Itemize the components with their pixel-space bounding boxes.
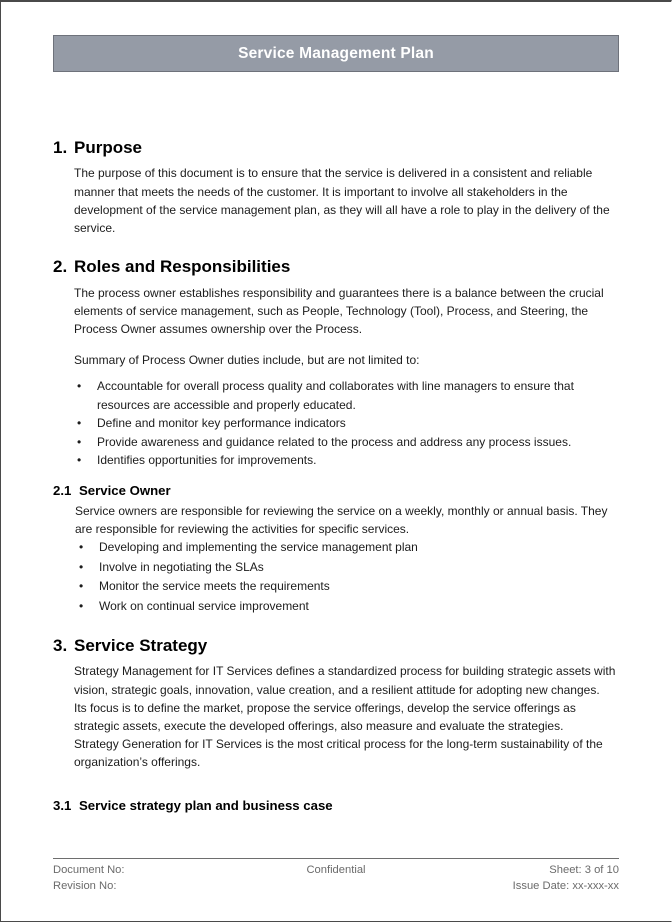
- spacer: [53, 338, 619, 351]
- footer-confidentiality: Confidential: [306, 864, 366, 876]
- section-roles: [53, 257, 619, 469]
- document-title: Service Management Plan: [238, 44, 434, 62]
- section-purpose-paragraph: The purpose of this document is to ensure that the service is delivered in a consistent and reliable manner that meets the needs of the customer. It is important to involve all stakeholders in the development of the service management plan, as they will all have a role to play in the delivery of the service.: [74, 166, 610, 235]
- section-service-owner-bullet-list: [53, 538, 619, 616]
- bullet-icon: •: [77, 453, 82, 468]
- list-item-text: Provide awareness and guidance related to the process and address any process issues.: [97, 434, 572, 449]
- section-roles-title: Roles and Responsibilities: [74, 257, 291, 277]
- section-purpose-title: Purpose: [74, 138, 143, 157]
- document-body: [53, 138, 619, 816]
- section-roles-paragraph-2: Summary of Process Owner duties include, but are not limited to:: [74, 353, 420, 368]
- section-roles-heading: [53, 257, 619, 277]
- list-item: [53, 558, 619, 578]
- list-item-text: Define and monitor key performance indicators: [97, 416, 346, 431]
- bullet-icon: •: [79, 579, 84, 593]
- footer-row-top: [53, 859, 619, 878]
- list-item-text: Monitor the service meets the requirements: [99, 579, 330, 593]
- bullet-icon: •: [77, 379, 82, 394]
- list-item-text: Accountable for overall process quality and collaborates with line managers to ensure that resources are accessible and properly educated.: [97, 379, 574, 412]
- list-item: [53, 538, 619, 558]
- section-service-owner-number: 2.1: [53, 483, 72, 499]
- section-service-owner-paragraph: Service owners are responsible for reviewing the service on a weekly, monthly or annual basis. They are responsible for reviewing the activities for specific services.: [75, 503, 608, 536]
- bullet-icon: •: [79, 540, 84, 554]
- section-service-strategy-paragraph-2: Its focus is to define the market, propose the service offerings, develop the service offerings as strategic assets, execute the developed offerings, also measure and evaluate the strategies.: [74, 700, 576, 733]
- spacer: [53, 469, 619, 482]
- section-roles-number: 2.: [53, 257, 68, 277]
- section-service-strategy-number: 3.: [53, 636, 68, 655]
- list-item: [53, 451, 619, 469]
- footer-issue-date: Issue Date: xx-xxx-xx: [512, 880, 619, 892]
- section-strategy-plan-number: 3.1: [53, 797, 72, 813]
- list-item: [53, 597, 619, 617]
- page-footer: [53, 858, 619, 894]
- list-item: [53, 377, 619, 414]
- spacer: [53, 616, 619, 636]
- section-purpose-heading: [53, 138, 619, 158]
- list-item-text: Involve in negotiating the SLAs: [99, 559, 264, 574]
- footer-sheet-number: Sheet: 3 of 10: [549, 864, 619, 876]
- list-item: [53, 414, 619, 432]
- section-strategy-plan-title: Service strategy plan and business case: [79, 797, 333, 813]
- footer-row-bottom: [53, 878, 619, 894]
- footer-revision-no-label: Revision No:: [53, 880, 117, 892]
- section-service-strategy-paragraph-3: Strategy Generation for IT Services is the most critical process for the long-term sustainability of the organization’s offerings.: [74, 737, 603, 770]
- bullet-icon: •: [79, 598, 84, 613]
- spacer: [53, 772, 619, 792]
- section-strategy-plan: [53, 797, 619, 814]
- bullet-icon: •: [77, 416, 82, 431]
- spacer: [53, 369, 619, 377]
- section-service-owner: [53, 482, 619, 616]
- section-service-strategy-heading: [53, 636, 619, 656]
- section-service-strategy-title: Service Strategy: [74, 636, 208, 655]
- footer-document-no-label: Document No:: [53, 864, 125, 876]
- section-service-owner-title: Service Owner: [79, 483, 171, 499]
- list-item-text: Work on continual service improvement: [99, 598, 309, 613]
- bullet-icon: •: [79, 559, 84, 574]
- section-roles-paragraph-1: The process owner establishes responsibility and guarantees there is a balance between the crucial elements of service management, such as People, Technology (Tool), Process, and Steering, the Process Owner assumes ownership over the Process.: [74, 285, 604, 336]
- list-item: [53, 577, 619, 597]
- list-item: [53, 433, 619, 451]
- document-title-banner: [53, 35, 619, 72]
- list-item-text: Identifies opportunities for improvements.: [97, 453, 317, 468]
- section-service-strategy-paragraph-1: Strategy Management for IT Services defines a standardized process for building strategic assets with vision, strategic goals, innovation, value creation, and a resilient attitude for adopting new changes.: [74, 664, 616, 697]
- section-purpose: [53, 138, 619, 237]
- section-roles-bullet-list: [53, 377, 619, 469]
- section-purpose-number: 1.: [53, 138, 68, 157]
- section-service-owner-heading: [53, 482, 619, 499]
- section-strategy-plan-heading: [53, 797, 619, 814]
- bullet-icon: •: [77, 434, 82, 449]
- section-service-strategy: [53, 636, 619, 772]
- list-item-text: Developing and implementing the service management plan: [99, 540, 418, 554]
- spacer: [53, 237, 619, 257]
